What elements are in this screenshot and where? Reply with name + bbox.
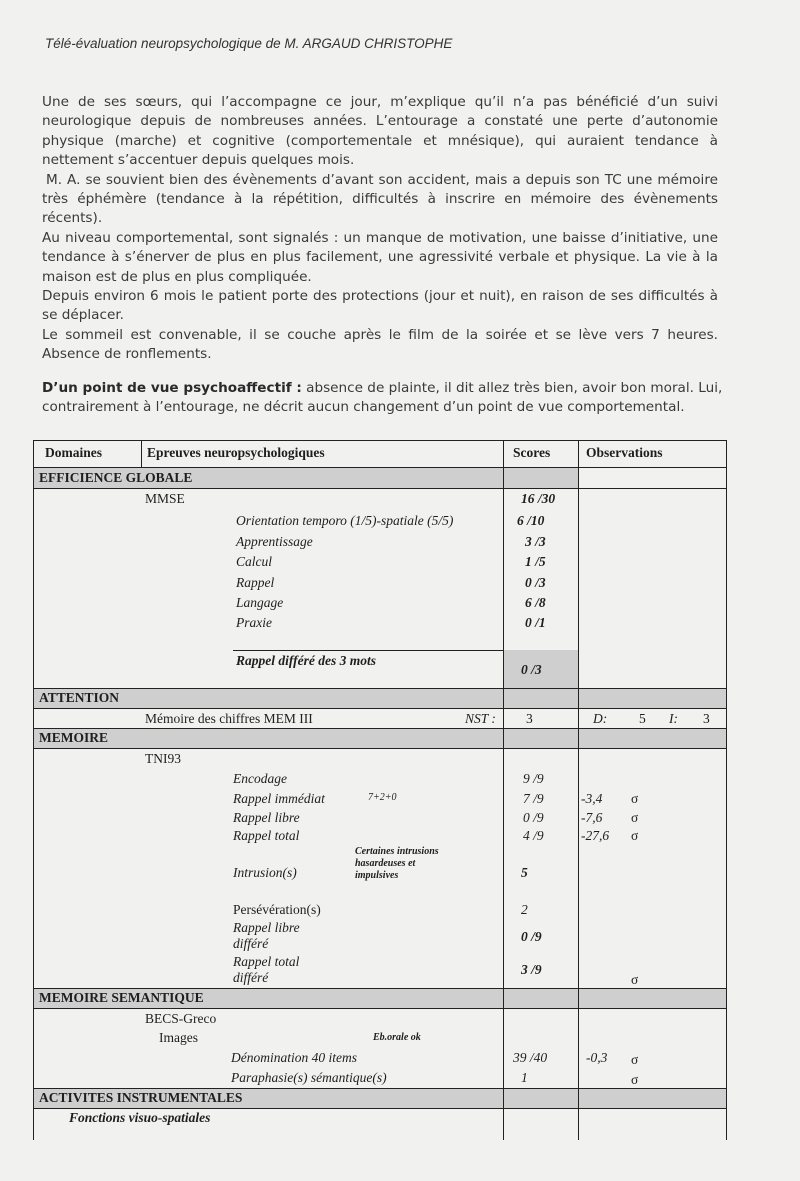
tni-row-score: 4 /9 — [523, 828, 544, 843]
intrusion-score: 5 — [521, 865, 528, 880]
tni-row-score: 7 /9 — [523, 791, 544, 806]
psychoaffectif-text: absence de plainte, il dit allez très bien, avoir bon moral. Lui, contrairement à l’entourage, ne décrit aucun changement d’un point de vue comportemental. — [42, 380, 723, 416]
becs-label: BECS-Greco — [145, 1011, 217, 1026]
tni-row-label: Encodage — [233, 771, 287, 786]
section-memoire: MEMOIRE — [39, 730, 108, 745]
paraphasie-label: Paraphasie(s) sémantique(s) — [231, 1070, 387, 1085]
tni-row-score: 0 /9 — [523, 810, 544, 825]
mem-chiffres-score: 3 — [526, 711, 533, 726]
denomination-obs: -0,3 — [586, 1050, 608, 1065]
sigma-symbol: σ — [631, 810, 639, 825]
tni-row-obs: -27,6 — [581, 828, 610, 843]
mmse-item-score: 0 /3 — [525, 575, 546, 590]
perseveration-label: Persévération(s) — [233, 902, 321, 917]
section-activites-instrumentales: ACTIVITES INSTRUMENTALES — [39, 1090, 243, 1105]
rappel-libre-differe-label: Rappel libre différé — [233, 920, 300, 951]
results-table — [33, 440, 727, 1140]
denomination-score: 39 /40 — [513, 1050, 548, 1065]
rappel-differe-label: Rappel différé des 3 mots — [236, 653, 376, 668]
paragraph: M. A. se souvient bien des évènements d’avant son accident, mais a depuis son TC une mémoire très éphémère (tendance à la répétition, difficultés à inscrire en mémoire des évènements récents). — [42, 171, 718, 227]
tni-row-label: Rappel libre — [233, 810, 300, 825]
intrusion-label: Intrusion(s) — [233, 865, 297, 880]
sigma-symbol: σ — [631, 1072, 639, 1087]
tni-row-obs: -3,4 — [581, 791, 603, 806]
tni93-label: TNI93 — [145, 751, 181, 766]
i-label: I: — [669, 711, 678, 726]
sigma-symbol: σ — [631, 791, 639, 806]
mmse-item-score: 6 /8 — [525, 595, 546, 610]
mmse-item-score: 1 /5 — [525, 554, 546, 569]
header-epreuves: Epreuves neuropsychologiques — [147, 445, 325, 460]
rappel-libre-differe-score: 0 /9 — [521, 929, 542, 944]
section-efficience-globale: EFFICIENCE GLOBALE — [39, 470, 193, 485]
intrusion-note: Certaines intrusions hasardeuses et impulsives — [355, 846, 439, 881]
sigma-symbol: σ — [631, 1052, 639, 1067]
mmse-item-label: Rappel — [236, 575, 275, 590]
tni-row-obs: -7,6 — [581, 810, 603, 825]
mmse-item-score: 0 /1 — [525, 615, 546, 630]
mem-chiffres-label: Mémoire des chiffres MEM III — [145, 711, 313, 726]
i-value: 3 — [703, 711, 710, 726]
rappel-immediat-note: 7+2+0 — [368, 792, 397, 803]
document-header: Télé-évaluation neuropsychologique de M. ARGAUD CHRISTOPHE — [45, 36, 453, 51]
rappel-differe-score: 0 /3 — [521, 662, 542, 677]
mmse-item-label: Langage — [236, 595, 284, 610]
psychoaffectif-paragraph — [42, 379, 732, 418]
mmse-item-score: 3 /3 — [525, 534, 546, 549]
mmse-label: MMSE — [145, 491, 185, 506]
header-observations: Observations — [586, 445, 663, 460]
paragraph: Une de ses sœurs, qui l’accompagne ce jour, m’explique qu’il n’a pas bénéficié d’un suivi neurologique depuis de nombreuses années. L’entourage a constaté une perte d’autonomie physique (marche) et cognitive (comportementale et mnésique), qui auraient tendance à nettement s’accentuer depuis quelques mois. — [42, 94, 718, 169]
paragraph: Au niveau comportemental, sont signalés : un manque de motivation, une baisse d’initiative, une tendance à s’énerver de plus en plus facilement, une agressivité verbale et physique. La vie à la maison est de plus en plus compliquée. — [42, 229, 718, 285]
nst-label: NST : — [465, 711, 496, 726]
mmse-item-label: Apprentissage — [236, 534, 313, 549]
section-attention: ATTENTION — [39, 690, 120, 705]
paragraph: Depuis environ 6 mois le patient porte des protections (jour et nuit), en raison de ses difficultés à se déplacer. — [42, 288, 718, 324]
mmse-item-score: 6 /10 — [517, 513, 545, 528]
mmse-score: 16 /30 — [521, 491, 556, 506]
perseveration-score: 2 — [521, 902, 528, 917]
denomination-label: Dénomination 40 items — [231, 1050, 357, 1065]
tni-row-label: Rappel total — [233, 828, 300, 843]
rappel-total-differe-label: Rappel total différé — [233, 954, 300, 985]
sigma-symbol: σ — [631, 972, 639, 987]
paragraph: Le sommeil est convenable, il se couche après le film de la soirée et se lève vers 7 heures. Absence de ronflements. — [42, 326, 718, 363]
d-value: 5 — [639, 711, 646, 726]
images-label: Images — [159, 1030, 198, 1045]
rappel-total-differe-score: 3 /9 — [521, 962, 542, 977]
mmse-item-label: Praxie — [236, 615, 272, 630]
tni-row-score: 9 /9 — [523, 771, 544, 786]
tni-row-label: Rappel immédiat — [233, 791, 325, 806]
mmse-item-label: Calcul — [236, 554, 272, 569]
sigma-symbol: σ — [631, 828, 639, 843]
eb-orale-note: Eb.orale ok — [373, 1032, 421, 1043]
mmse-item-label: Orientation temporo (1/5)-spatiale (5/5) — [236, 513, 454, 528]
header-domaines: Domaines — [45, 445, 102, 460]
paraphasie-score: 1 — [521, 1070, 528, 1085]
header-scores: Scores — [513, 445, 551, 460]
visuo-spatiales-label: Fonctions visuo-spatiales — [69, 1110, 211, 1125]
psychoaffectif-label: D’un point de vue psychoaffectif : — [42, 380, 302, 396]
d-label: D: — [593, 711, 608, 726]
section-memoire-semantique: MEMOIRE SEMANTIQUE — [39, 990, 204, 1005]
anamnesis-text — [42, 93, 718, 365]
